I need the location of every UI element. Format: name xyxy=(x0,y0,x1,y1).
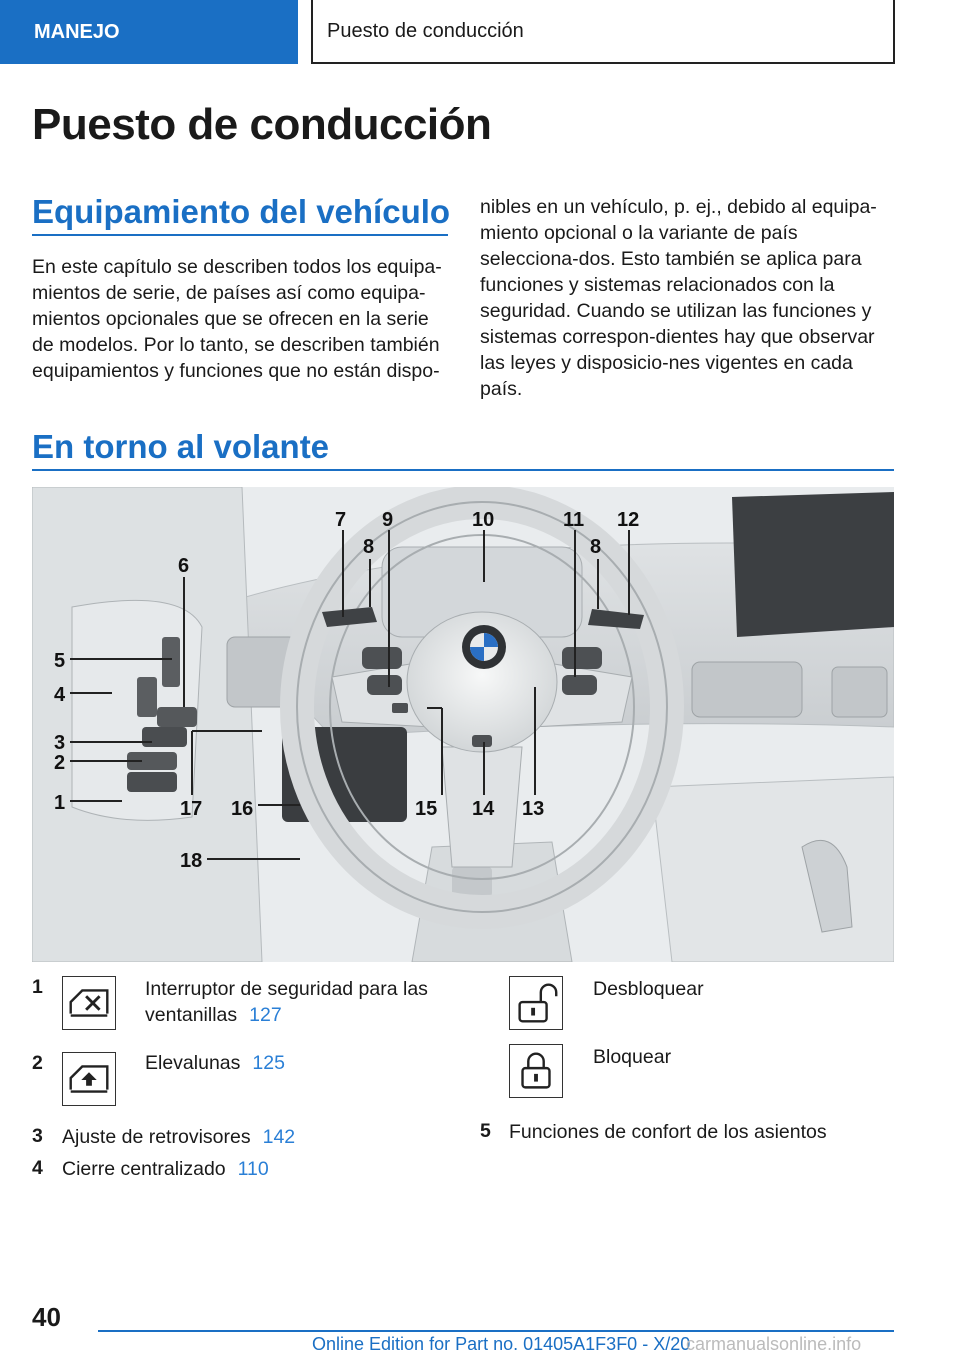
page-number: 40 xyxy=(32,1302,61,1332)
window-lift-icon xyxy=(62,1052,116,1106)
legend-label-2: Elevalunas xyxy=(145,1052,241,1074)
watermark: carmanualsonline.info xyxy=(686,1334,862,1354)
callout-7: 7 xyxy=(335,509,347,531)
callout-2: 2 xyxy=(54,752,66,774)
equipment-heading: Equipamiento del vehículo xyxy=(32,193,451,230)
legend-num-1: 1 xyxy=(32,976,43,998)
legend-num-3: 3 xyxy=(32,1125,43,1147)
page-ref-110[interactable]: 110 xyxy=(237,1158,269,1180)
legend-num-4: 4 xyxy=(32,1157,43,1179)
legend-item-5: Funciones de confort de los asientos xyxy=(509,1121,827,1143)
page-ref-125[interactable]: 125 xyxy=(252,1052,285,1074)
legend-num-2: 2 xyxy=(32,1052,43,1074)
callout-12: 12 xyxy=(617,509,640,531)
page-title: Puesto de conducción xyxy=(32,100,492,149)
legend-label-3: Ajuste de retrovisores xyxy=(62,1126,251,1148)
legend-lock: Bloquear xyxy=(593,1046,672,1068)
cockpit-drawing xyxy=(32,487,894,962)
legend-item-2 xyxy=(145,1050,455,1076)
legend-num-5: 5 xyxy=(480,1120,491,1142)
legend-label-1: Interruptor de seguridad para las ventanillas xyxy=(145,978,428,1026)
callout-15: 15 xyxy=(415,798,438,820)
footer-edition: Online Edition for Part no. 01405A1F3F0 - X/20 xyxy=(312,1334,691,1354)
page-ref-142[interactable]: 142 xyxy=(262,1126,296,1148)
footer-rule xyxy=(98,1330,894,1332)
section-title: Puesto de conducción xyxy=(311,0,895,64)
section-tab: MANEJO xyxy=(0,0,298,64)
callout-14: 14 xyxy=(472,798,495,820)
page-ref-127[interactable]: 127 xyxy=(249,1004,282,1026)
callout-3: 3 xyxy=(54,732,66,754)
callout-10: 10 xyxy=(472,509,495,531)
callout-8-right: 8 xyxy=(590,536,602,558)
unlock-icon xyxy=(509,976,563,1030)
callout-5: 5 xyxy=(54,650,66,672)
legend-item-1 xyxy=(145,976,455,1028)
equipment-text-col2: nibles en un vehículo, p. ej., debido al equipa-miento opcional o la variante de país selecciona-dos. Esto también se aplica para funciones y sistemas relacionados con la seguridad. Cuando se utilizan las funciones y sistemas correspon-dientes hay que observar las leyes y disposicio-nes vigentes en cada país. xyxy=(480,196,877,400)
callout-17: 17 xyxy=(180,798,203,820)
window-lock-icon xyxy=(62,976,116,1030)
callout-13: 13 xyxy=(522,798,545,820)
equipment-rule xyxy=(32,234,448,236)
steering-rule xyxy=(32,469,894,471)
steering-heading: En torno al volante xyxy=(32,428,330,465)
callout-9: 9 xyxy=(382,509,394,531)
callout-4: 4 xyxy=(54,684,66,706)
cockpit-illustration xyxy=(32,487,894,962)
callout-6: 6 xyxy=(178,555,190,577)
legend-item-4 xyxy=(62,1156,452,1182)
equipment-text-col1: En este capítulo se describen todos los equipa-mientos de serie, de países así como equipa-mientos opcionales que se ofrecen en la serie de modelos. Por lo tanto, se describen también equipamientos y funciones que no están dispo- xyxy=(32,256,442,382)
lock-icon xyxy=(509,1044,563,1098)
callout-18: 18 xyxy=(180,850,203,872)
legend-item-3 xyxy=(62,1124,452,1150)
callout-8-left: 8 xyxy=(363,536,375,558)
callout-1: 1 xyxy=(54,792,66,814)
legend-label-4: Cierre centralizado xyxy=(62,1158,226,1180)
callout-16: 16 xyxy=(231,798,254,820)
callout-11: 11 xyxy=(563,509,585,531)
legend-unlock: Desbloquear xyxy=(593,978,704,1000)
